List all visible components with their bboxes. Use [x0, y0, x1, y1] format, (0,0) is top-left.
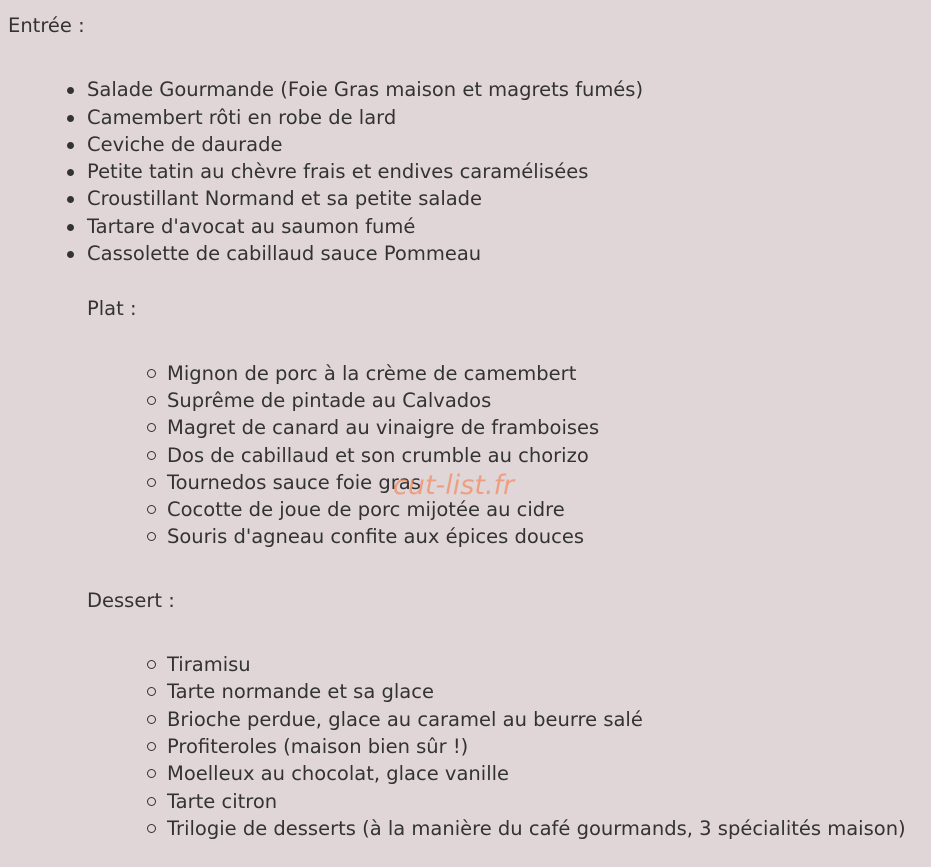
dessert-item: Tarte citron: [167, 788, 931, 815]
entree-list: [8, 76, 931, 267]
menu-page: [8, 12, 931, 842]
plat-item: Magret de canard au vinaigre de framboises: [167, 414, 931, 441]
plat-item: Suprême de pintade au Calvados: [167, 387, 931, 414]
dessert-item: Trilogie de desserts (à la manière du café gourmands, 3 spécialités maison): [167, 815, 931, 842]
plat-item: Cocotte de joue de porc mijotée au cidre: [167, 496, 931, 523]
plat-item: Dos de cabillaud et son crumble au chorizo: [167, 442, 931, 469]
dessert-item: Moelleux au chocolat, glace vanille: [167, 760, 931, 787]
plat-item: Mignon de porc à la crème de camembert: [167, 360, 931, 387]
plat-list: [8, 360, 931, 551]
entree-item: Ceviche de daurade: [87, 131, 931, 158]
entree-item: Salade Gourmande (Foie Gras maison et magrets fumés): [87, 76, 931, 103]
dessert-list: [8, 651, 931, 842]
dessert-item: Profiteroles (maison bien sûr !): [167, 733, 931, 760]
dessert-item: Tiramisu: [167, 651, 931, 678]
entree-item: Tartare d'avocat au saumon fumé: [87, 213, 931, 240]
entree-item: Petite tatin au chèvre frais et endives caramélisées: [87, 158, 931, 185]
dessert-item: Tarte normande et sa glace: [167, 678, 931, 705]
dessert-heading: Dessert :: [87, 588, 175, 612]
plat-item: Souris d'agneau confite aux épices douces: [167, 523, 931, 550]
plat-heading: Plat :: [87, 297, 137, 321]
entree-item: Camembert rôti en robe de lard: [87, 104, 931, 131]
entree-item: Croustillant Normand et sa petite salade: [87, 185, 931, 212]
dessert-item: Brioche perdue, glace au caramel au beurre salé: [167, 706, 931, 733]
watermark: cut-list.fr: [393, 470, 515, 501]
plat-item: Tournedos sauce foie gras: [167, 469, 931, 496]
entree-heading: Entrée :: [8, 14, 85, 37]
entree-item: Cassolette de cabillaud sauce Pommeau: [87, 240, 931, 267]
